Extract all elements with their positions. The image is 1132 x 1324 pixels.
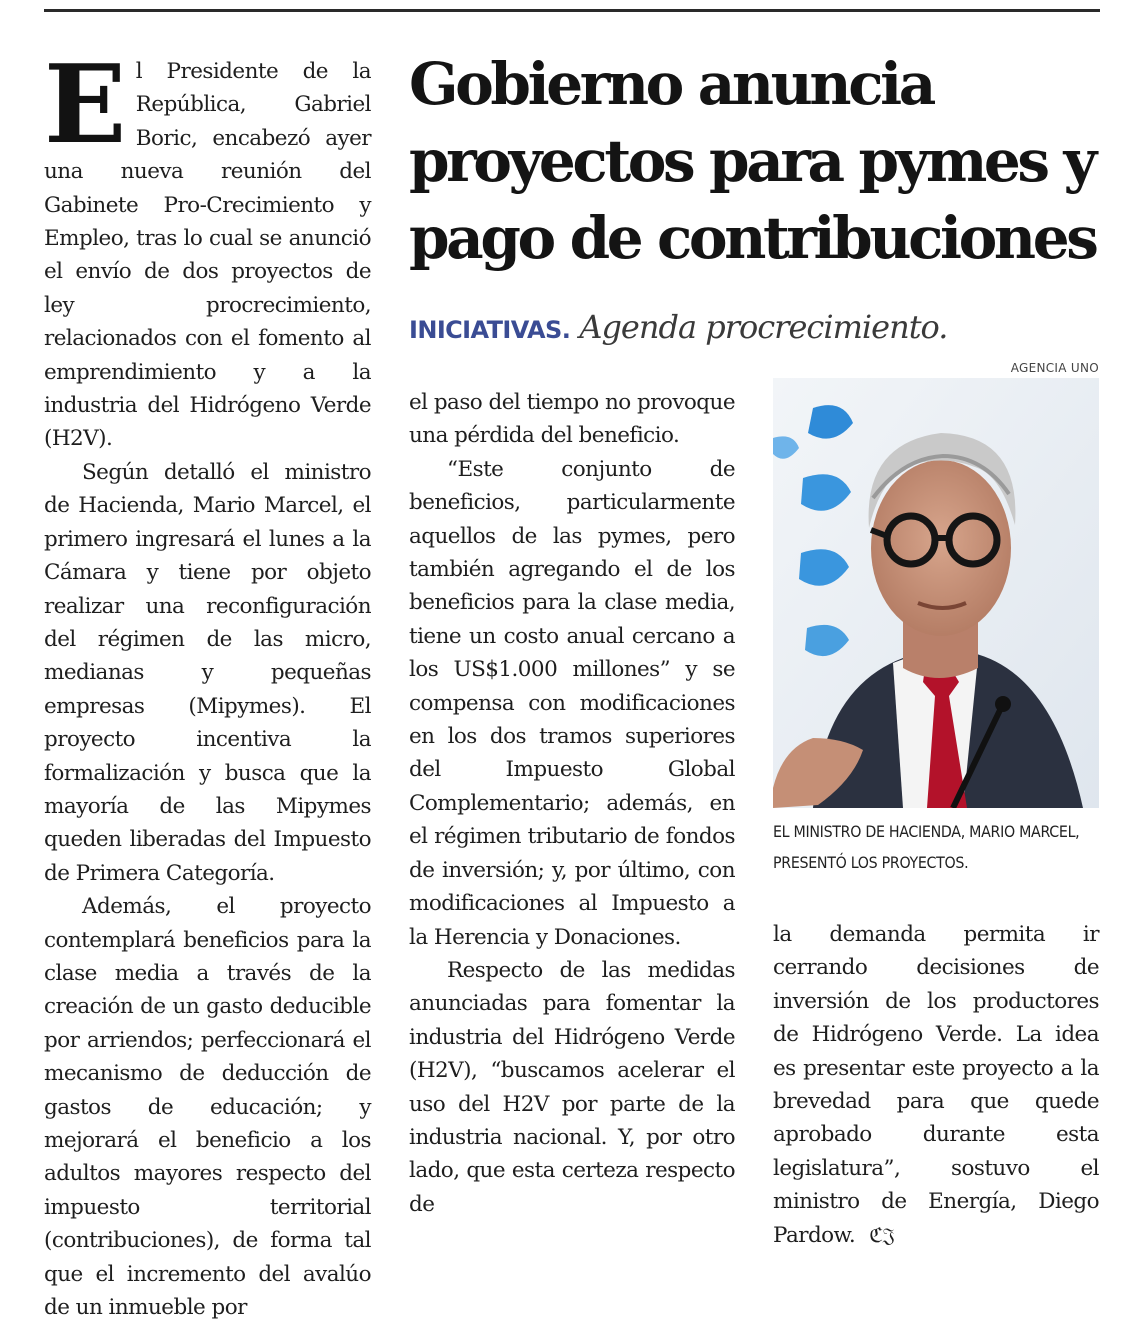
photo-caption: EL MINISTRO DE HACIENDA, MARIO MARCEL, PRESENTÓ LOS PROYECTOS.: [773, 822, 1080, 872]
lead-paragraph: [44, 42, 371, 456]
drop-cap: E: [44, 42, 126, 168]
paragraph-5-start: Respecto de las medidas anunciadas para fomentar la industria del Hidrógeno Verde (H2V), “buscamos acelerar el uso del H2V por parte de la industria nacional. Y, por otro lado, que esta certeza respecto de: [409, 957, 735, 1217]
body-column-2: [409, 386, 735, 1221]
paragraph-3-start: Además, el proyecto contemplará beneficios para la clase media a través de la creación de un gasto deducible por arriendos; perfeccionará el mecanismo de deducción de gastos de educación; y mejorará el beneficio a los adultos mayores respecto del impuesto territorial (contribuciones), de forma tal que el incremento del avalúo de un inmueble por: [44, 894, 371, 1321]
photo-credit: AGENCIA UNO: [1010, 361, 1099, 375]
paragraph-5-end: [773, 918, 1099, 1252]
paragraph-5-end-text: la demanda permita ir cerrando decisiones de inversión de los productores de Hidrógeno Verde. La idea es presentar este proyecto a la brevedad para que quede aprobado durante esta legislatura”, sostuvo el ministro de Energía, Diego Pardow.: [773, 922, 1099, 1248]
top-rule: [44, 9, 1100, 12]
body-column-3: [773, 918, 1099, 1252]
paragraph-2: Según detalló el ministro de Hacienda, Mario Marcel, el primero ingresará el lunes a la Cámara y tiene por objeto realizar una reconfiguración del régimen de las micro, medianas y pequeñas empresas (Mipymes). El proyecto incentiva la formalización y busca que la mayoría de las Mipymes queden liberadas del Impuesto de Primera Categoría.: [44, 459, 371, 886]
portrait-illustration: [773, 378, 1099, 808]
paragraph-1-text: l Presidente de la República, Gabriel Boric, encabezó ayer una nueva reunión del Gabinete Pro-Crecimiento y Empleo, tras lo cual se anunció el envío de dos proyectos de ley procrecimiento, relacionados con el fomento al emprendimiento y a la industria del Hidrógeno Verde (H2V).: [44, 59, 371, 452]
headline: Gobierno anuncia proyectos para pymes y pago de contribuciones: [409, 50, 1096, 272]
end-mark: ℭ𝔍: [869, 1222, 895, 1247]
minister-photo: [773, 378, 1099, 808]
paragraph-3-end: el paso del tiempo no provoque una pérdida del beneficio.: [409, 390, 735, 449]
kicker-text: Agenda procrecimiento.: [579, 308, 948, 346]
kicker: [409, 308, 1109, 346]
body-column-1: [44, 42, 371, 1324]
kicker-label: INICIATIVAS.: [409, 316, 571, 344]
paragraph-4: “Este conjunto de beneficios, particularmente aquellos de las pymes, pero también agregando el de los beneficios para la clase media, tiene un costo anual cercano a los US$1.000 millones” y se compensa con modificaciones en los dos tramos superiores del Impuesto Global Complementario; además, en el régimen tributario de fondos de inversión; y, por último, con modificaciones al Impuesto a la Herencia y Donaciones.: [409, 456, 735, 950]
